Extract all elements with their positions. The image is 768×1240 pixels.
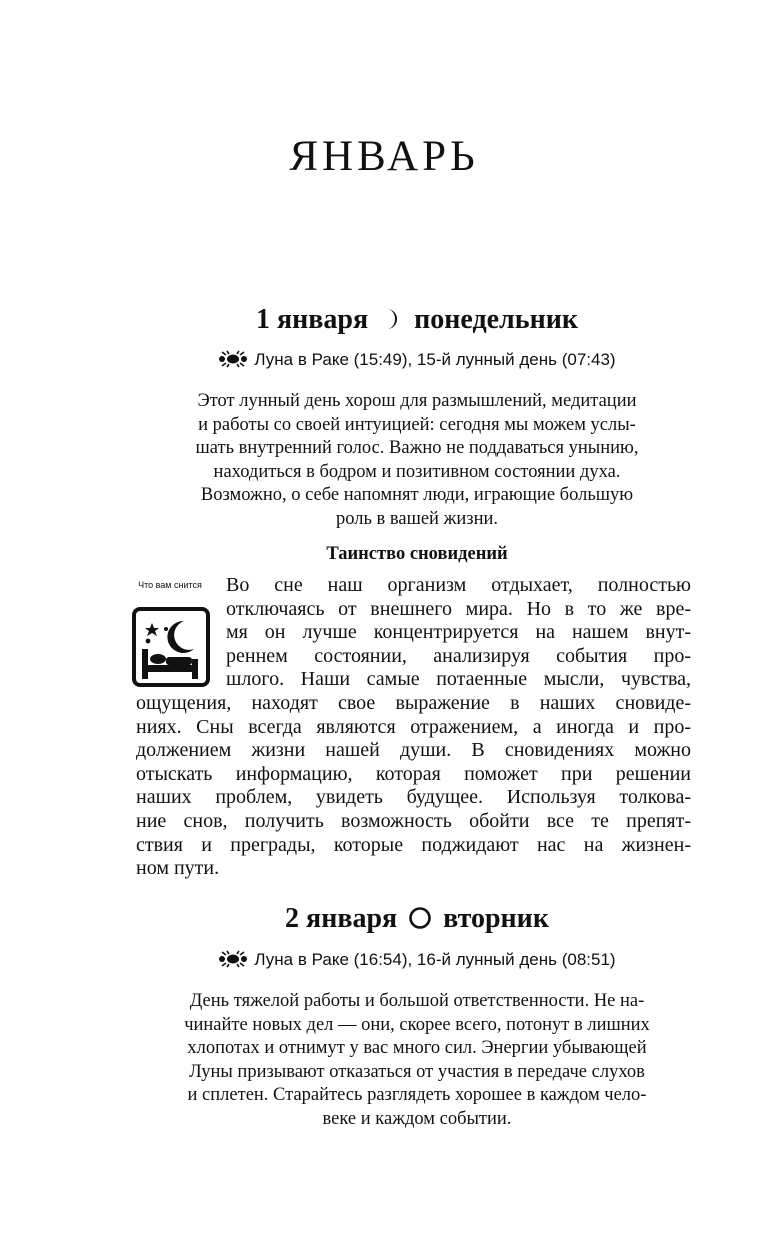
description-line: чинайте новых дел — они, скорее всего, потонут в лишних bbox=[184, 1014, 650, 1035]
body-line: реннем состоянии, анализируя события про- bbox=[226, 644, 691, 667]
description-line: и работы со своей интуицией: сегодня мы можем услы- bbox=[198, 414, 636, 435]
moon-info-text: Луна в Раке (15:49), 15-й лунный день (07:43) bbox=[254, 350, 616, 369]
description-line: Возможно, о себе напомнят люди, играющие большую bbox=[200, 485, 634, 505]
full-moon-icon bbox=[408, 906, 432, 930]
body-line: отключаясь от внешнего мира. Но в то же вре- bbox=[226, 597, 691, 620]
body-line: ном пути. bbox=[136, 857, 220, 880]
section-title: Таинство сновидений bbox=[326, 544, 508, 564]
section-body bbox=[136, 574, 691, 881]
body-line: ниях. Сны всегда являются отражением, а иногда и про- bbox=[136, 715, 691, 738]
body-line: ствия и преграды, которые поджидают нас на жизнен- bbox=[136, 833, 691, 856]
waxing-crescent-moon-icon bbox=[379, 307, 403, 331]
cancer-crab-icon bbox=[218, 350, 248, 368]
cancer-crab-icon bbox=[218, 950, 248, 968]
day-1-description bbox=[140, 390, 694, 531]
body-line: наших проблем, увидеть будущее. Используя толкова- bbox=[136, 786, 691, 809]
description-line: роль в вашей жизни. bbox=[335, 508, 498, 529]
day-heading-1 bbox=[0, 304, 768, 336]
body-line: мя он лучше концентрируется на нашем внут- bbox=[226, 621, 691, 644]
description-line: находиться в бодром и позитивном состоянии духа. bbox=[213, 461, 621, 482]
body-line: Во сне наш организм отдыхает, полностью bbox=[226, 574, 691, 596]
body-line: ние снов, получить возможность обойти все те препят- bbox=[136, 809, 691, 832]
day-date: 1 января bbox=[256, 304, 369, 335]
description-line: шать внутренний голос. Важно не поддаваться унынию, bbox=[195, 438, 639, 458]
day-weekday: вторник bbox=[443, 903, 549, 934]
description-line: Этот лунный день хорош для размышлений, медитации bbox=[197, 391, 637, 411]
description-line: и сплетен. Старайтесь разглядеть хорошее в каждом чело- bbox=[187, 1085, 647, 1105]
body-line: отыскать информацию, которая поможет при решении bbox=[136, 762, 691, 785]
description-line: Луны призывают отказаться от участия в передаче слухов bbox=[189, 1061, 645, 1082]
body-line: шлого. Наши самые потаенные мысли, чувства, bbox=[226, 668, 691, 691]
description-line: веке и каждом событии. bbox=[322, 1108, 512, 1129]
section-icon-label: Что вам снится bbox=[138, 580, 202, 590]
moon-info-text: Луна в Раке (16:54), 16-й лунный день (08:51) bbox=[254, 950, 616, 969]
day-2-description bbox=[140, 990, 694, 1131]
day-weekday: понедельник bbox=[414, 304, 578, 335]
month-title: ЯНВАРЬ bbox=[289, 133, 479, 180]
body-line: должением жизни нашей души. В сновидениях можно bbox=[136, 739, 691, 762]
moon-info-line-2 bbox=[0, 950, 768, 970]
body-line: ощущения, находят свое выражение в наших сновиде- bbox=[136, 691, 691, 714]
day-date: 2 января bbox=[285, 903, 398, 934]
description-line: День тяжелой работы и большой ответственности. Не на- bbox=[189, 991, 645, 1011]
day-heading-2 bbox=[0, 903, 768, 935]
description-line: хлопотах и отнимут у вас много сил. Энергии убывающей bbox=[187, 1038, 647, 1058]
moon-info-line-1 bbox=[0, 350, 768, 370]
